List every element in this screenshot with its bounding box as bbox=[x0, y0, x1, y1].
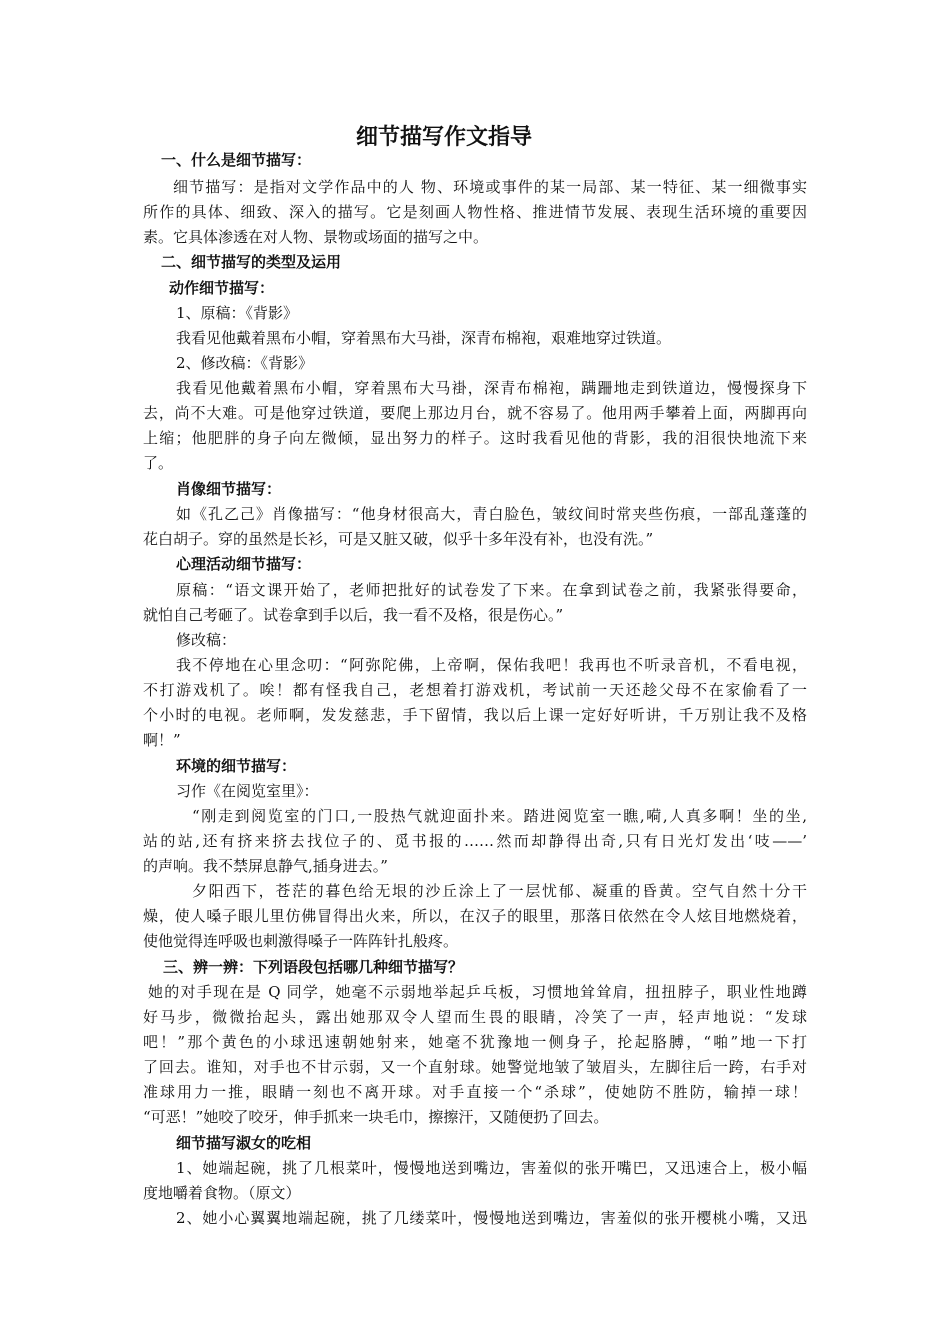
text-line: 2、修改稿：《背影》 bbox=[176, 354, 314, 372]
text-line: 2、她小心翼翼地端起碗，挑了几缕菜叶，慢慢地送到嘴边，害羞似的张开樱桃小嘴，又迅 bbox=[176, 1209, 807, 1227]
text-line: 习作《在阅览室里》： bbox=[176, 782, 319, 800]
section-heading: 肖像细节描写： bbox=[176, 480, 282, 498]
section-heading: 二、细节描写的类型及运用 bbox=[161, 253, 342, 271]
text-line: 燥，使人嗓子眼儿里仿佛冒得出火来，所以，在汉子的眼里，那落日依然在令人炫目地燃烧着， bbox=[143, 907, 807, 925]
text-line: 1、她端起碗，挑了几根菜叶，慢慢地送到嘴边，害羞似的张开嘴巴，又迅速合上，极小幅 bbox=[176, 1159, 807, 1177]
text-line: 原稿：“语文课开始了，老师把批好的试卷发了下来。在拿到试卷之前，我紧张得要命， bbox=[176, 581, 807, 599]
text-line: 上缩；他肥胖的身子向左微倾，显出努力的样子。这时我看见他的背影，我的泪很快地流下来 bbox=[143, 429, 807, 447]
text-line: 去，尚不大难。可是他穿过铁道，要爬上那边月台，就不容易了。他用两手攀着上面，两脚再向 bbox=[143, 404, 807, 422]
text-line: 吧！”那个黄色的小球迅速朝她射来，她毫不犹豫地一侧身子，抡起胳膊，“啪”地一下打 bbox=[143, 1033, 807, 1051]
text-line: 花白胡子。穿的虽然是长衫，可是又脏又破，似乎十多年没有补，也没有洗。” bbox=[143, 530, 654, 548]
section-heading: 细节描写淑女的吃相 bbox=[176, 1134, 312, 1152]
section-heading: 心理活动细节描写： bbox=[176, 555, 312, 573]
text-line: 不打游戏机了。唉！都有怪我自己，老想着打游戏机，考试前一天还趁父母不在家偷看了一 bbox=[143, 681, 807, 699]
text-line: 我看见他戴着黑布小帽，穿着黑布大马褂，深青布棉袍，艰难地穿过铁道。 bbox=[176, 329, 672, 347]
text-line: 我不停地在心里念叨：“阿弥陀佛，上帝啊，保佑我吧！我再也不听录音机，不看电视， bbox=[176, 656, 807, 674]
text-line: 站的站,还有挤来挤去找位子的、觅书报的……然而却静得出奇,只有日光灯发出‘吱——’ bbox=[143, 832, 807, 850]
text-line: 个小时的电视。老师啊，发发慈悲，手下留情，我以后上课一定好好听讲，千万别让我不及格 bbox=[143, 706, 807, 724]
section-heading: 动作细节描写： bbox=[169, 279, 275, 297]
text-line: 所作的具体、细致、深入的描写。它是刻画人物性格、推进情节发展、表现生活环境的重要因 bbox=[143, 203, 807, 221]
text-line: 素。它具体渗透在对人物、景物或场面的描写之中。 bbox=[143, 228, 489, 246]
text-line: 就怕自己考砸了。试卷拿到手以后，我一看不及格，很是伤心。” bbox=[143, 606, 564, 624]
text-line: 了。 bbox=[143, 454, 174, 472]
document-title: 细节描写作文指导 bbox=[355, 124, 532, 150]
text-line: 如《孔乙己》肖像描写：“他身材很高大，青白脸色，皱纹间时常夹些伤痕，一部乱蓬蓬的 bbox=[176, 505, 807, 523]
text-line: 了回去。谁知，对手也不甘示弱，又一个直射球。她警觉地皱了皱眉头，左脚往后一跨，右手对 bbox=[143, 1058, 807, 1076]
text-line: 的声响。我不禁屏息静气,插身进去。” bbox=[143, 857, 388, 875]
text-line: 1、原稿：《背影》 bbox=[176, 304, 299, 322]
section-heading: 一、什么是细节描写： bbox=[161, 151, 312, 169]
section-heading: 环境的细节描写： bbox=[176, 757, 297, 775]
text-line: 我看见他戴着黑布小帽，穿着黑布大马褂，深青布棉袍，蹒跚地走到铁道边，慢慢探身下 bbox=[176, 379, 807, 397]
text-line: 啊！” bbox=[143, 731, 181, 749]
text-line: “刚走到阅览室的门口,一股热气就迎面扑来。踏进阅览室一瞧,嗬,人真多啊！坐的坐, bbox=[192, 807, 807, 825]
text-line: 修改稿： bbox=[176, 631, 237, 649]
section-heading: 三、辨一辨：下列语段包括哪几种细节描写？ bbox=[163, 958, 464, 976]
text-line: 她的对手现在是 Q 同学，她毫不示弱地举起乒乓板，习惯地耸耸肩，扭扭脖子，职业性地蹲 bbox=[148, 983, 807, 1001]
text-line: 好马步，微微抬起头，露出她那双令人望而生畏的眼睛，冷笑了一声，轻声地说：“发球 bbox=[143, 1008, 807, 1026]
text-line: “可恶！”她咬了咬牙，伸手抓来一块毛巾，擦擦汗，又随便扔了回去。 bbox=[143, 1108, 609, 1126]
text-line: 使他觉得连呼吸也刺激得嗓子一阵阵针扎般疼。 bbox=[143, 932, 459, 950]
text-line: 准球用力一推，眼睛一刻也不离开球。对手直接一个“杀球”，使她防不胜防，输掉一球！ bbox=[143, 1083, 807, 1101]
text-line: 度地嚼着食物。（原文） bbox=[143, 1184, 301, 1202]
text-line: 细节描写：是指对文学作品中的人 物、环境或事件的某一局部、某一特征、某一细微事实 bbox=[173, 178, 807, 196]
text-line: 夕阳西下，苍茫的暮色给无垠的沙丘涂上了一层忧郁、凝重的昏黄。空气自然十分干 bbox=[192, 882, 807, 900]
